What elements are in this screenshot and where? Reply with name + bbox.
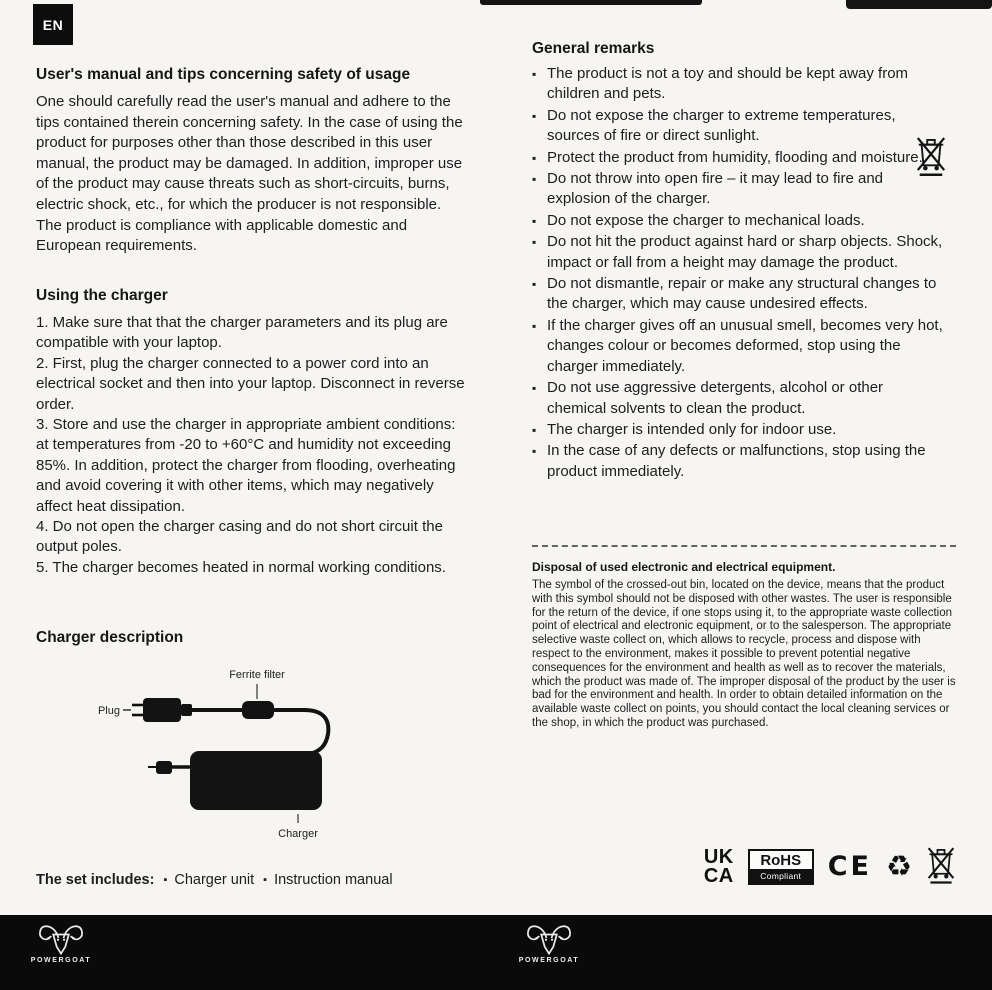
rohs-mark xyxy=(748,849,814,885)
set-includes-item: ▪ Charger unit xyxy=(154,872,254,888)
remark-item: ▪ Protect the product from humidity, flooding and moisture. xyxy=(532,148,944,168)
charger-diagram xyxy=(36,658,466,855)
recycling-symbol-icon xyxy=(886,849,912,884)
weee-crossed-bin-icon xyxy=(926,843,956,890)
plug-label: Plug xyxy=(97,705,120,717)
general-remarks-heading: General remarks xyxy=(532,40,655,57)
rohs-compliant-label: Compliant xyxy=(750,869,812,883)
step-item: 2. First, plug the charger connected to a power cord into an electrical socket and then into your laptop. Disconnect in reverse order. xyxy=(36,354,465,413)
remark-item: ▪ Do not dismantle, repair or make any structural changes to the charger, which may cause undesired effects. xyxy=(532,274,944,315)
rohs-label: RoHS xyxy=(760,851,802,869)
brand-name: POWERGOAT xyxy=(30,957,92,964)
set-includes-line xyxy=(36,872,486,888)
remark-item: ▪ Do not expose the charger to mechanical loads. xyxy=(532,211,944,231)
disposal-paragraph: The symbol of the crossed-out bin, located on the device, means that the product with this symbol should not be disposed with other wastes. The user is responsible for the return of the device, if one stops using it, to the appropriate waste collection point of electrical and electronic equipment, or to the salesperson. The appropriate selective waste collect on, which allows to recycle, process and dispose with respect to the environment, makes it possible to prevent potential negative consequences for the environment and health as well as to recover the materials, which the product was made of. The improper disposal of the product by the user is bad for the environment and health. In order to obtain detailed information on the available waste collect on points, you should contact the local cleaning services or the shop, in which the product was purchased. xyxy=(532,579,956,729)
ce-mark: CE xyxy=(827,851,872,882)
dashed-divider xyxy=(532,545,956,547)
charger-diagram-drawing xyxy=(36,658,466,850)
remark-item: ▪ The product is not a toy and should be kept away from children and pets. xyxy=(532,64,944,105)
remark-item: ▪ Do not expose the charger to extreme temperatures, sources of fire or direct sunlight. xyxy=(532,106,944,147)
remark-item: ▪ If the charger gives off an unusual smell, becomes very hot, changes colour or becomes deformed, stop using the charger immediately. xyxy=(532,316,944,377)
language-badge: EN xyxy=(33,4,73,45)
remark-item: ▪ The charger is intended only for indoor use. xyxy=(532,420,944,440)
compliance-marks xyxy=(532,843,956,890)
charger-description-heading: Charger description xyxy=(36,629,184,646)
general-remarks-list xyxy=(532,64,944,483)
charger-label: Charger xyxy=(278,828,318,840)
set-includes-item: ▪ Instruction manual xyxy=(254,872,392,888)
ferrite-filter-label: Ferrite filter xyxy=(229,669,285,681)
step-item: 5. The charger becomes heated in normal working conditions. xyxy=(36,558,446,576)
ukca-mark xyxy=(703,845,734,887)
powergoat-logo xyxy=(516,920,582,964)
scan-artifact xyxy=(480,0,702,5)
footer-bar xyxy=(0,915,992,990)
disposal-heading: Disposal of used electronic and electrical equipment. xyxy=(532,560,836,574)
remark-item: ▪ In the case of any defects or malfunctions, stop using the product immediately. xyxy=(532,441,944,482)
safety-paragraph: One should carefully read the user's manual and adhere to the tips contained therein concerning safety. In the case of using the product for purposes other than those described in this user manual, the product may be damaged. In addition, improper use of the product may cause threats such as short-circuits, burns, electric shock, etc., for which the producer is not responsible. The product is compliance with applicable domestic and European requirements. xyxy=(36,93,463,255)
remark-item: ▪ Do not use aggressive detergents, alcohol or other chemical solvents to clean the product. xyxy=(532,378,944,419)
ukca-line: UK xyxy=(703,845,734,868)
scan-artifact xyxy=(846,0,992,9)
goat-head-icon xyxy=(35,920,87,956)
step-item: 1. Make sure that that the charger parameters and its plug are compatible with your laptop. xyxy=(36,314,448,352)
remark-item: ▪ Do not throw into open fire – it may lead to fire and explosion of the charger. xyxy=(532,169,944,210)
weee-crossed-bin-icon xyxy=(915,133,947,182)
using-charger-steps xyxy=(36,313,468,578)
brand-name: POWERGOAT xyxy=(518,957,580,964)
ukca-line: CA xyxy=(703,864,734,887)
step-item: 4. Do not open the charger casing and do not short circuit the output poles. xyxy=(36,518,443,556)
set-includes-label: The set includes: xyxy=(36,871,155,888)
powergoat-logo xyxy=(28,920,94,964)
goat-head-icon xyxy=(523,920,575,956)
using-charger-heading: Using the charger xyxy=(36,287,168,304)
remark-item: ▪ Do not hit the product against hard or sharp objects. Shock, impact or fall from a height may damage the product. xyxy=(532,232,944,273)
safety-heading: User's manual and tips concerning safety of usage xyxy=(36,66,411,83)
step-item: 3. Store and use the charger in appropriate ambient conditions: at temperatures from -20 to +60°C and humidity not exceeding 85%. In addition, protect the charger from flooding, overheating and avoid covering it with other items, which may negatively affect heat dissipation. xyxy=(36,416,456,515)
